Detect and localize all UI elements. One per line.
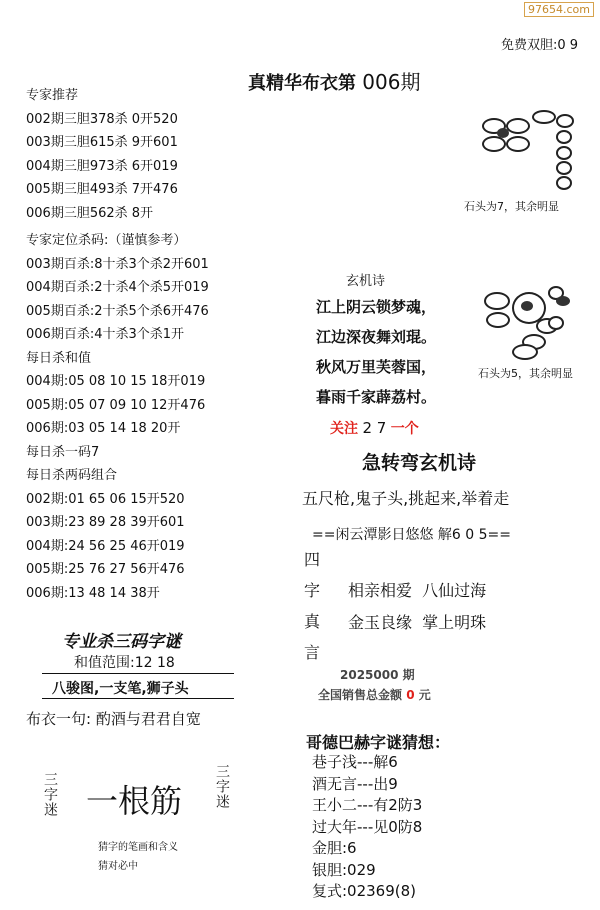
turn-hint: ==闲云潭影日悠悠 解6 0 5==: [312, 527, 511, 543]
riddle-answer: 一根筋: [86, 782, 183, 820]
expert-rec-item: 006期三胆562杀 8开: [26, 205, 154, 221]
sales-total: [318, 686, 431, 703]
daily-two-item: 002期:01 65 06 15开520: [26, 491, 185, 507]
poem-heading: 玄机诗: [346, 274, 386, 289]
sales-unit: 元: [418, 688, 431, 702]
daily-two-heading: 每日杀两码组合: [26, 468, 118, 483]
goethe-item: 金胆:6: [312, 839, 357, 857]
daily-two-item: 005期:25 76 27 56开476: [26, 562, 185, 577]
expert-rec-item: 002期三胆378杀 0开520: [26, 111, 178, 127]
daily-one: 每日杀一码7: [26, 444, 100, 460]
poem-line: 暮雨千家薜荔村。: [316, 388, 437, 406]
follow-label: 关注: [330, 421, 358, 437]
divider: [42, 673, 234, 674]
riddle-label-right: 三字迷: [214, 764, 230, 809]
riddle-label-left: 三字迷: [42, 772, 58, 817]
expert-pos-heading: 专家定位杀码:（谨慎参考）: [26, 233, 187, 248]
goethe-item: 王小二---有2防3: [312, 796, 423, 814]
expert-pos-item: 006期百杀:4十杀3个杀1开: [26, 327, 185, 342]
expert-pos-item: 003期百杀:8十杀3个杀2开601: [26, 256, 209, 272]
daily-two-item: 004期:24 56 25 46开019: [26, 538, 185, 554]
left-column: [26, 84, 209, 605]
site-watermark: 97654.com: [524, 2, 594, 17]
goethe-item: 银胆:029: [312, 860, 376, 879]
riddle-note: 猜字的笔画和含义: [98, 842, 178, 853]
divider: [42, 698, 234, 699]
stone-caption-2: 石头为5，其余明显: [478, 367, 573, 380]
four-words-char: 真: [304, 612, 321, 631]
four-words-char: 言: [304, 643, 321, 662]
daily-two-item: 006期:13 48 14 38开: [26, 585, 160, 601]
poem-line: 江上阴云锁梦魂，: [316, 298, 437, 316]
goethe-item: 过大年---见0防8: [312, 817, 423, 836]
poem-line: 秋风万里芙蓉国，: [316, 358, 437, 376]
follow-line: [330, 418, 419, 438]
follow-suffix: 一个: [390, 421, 419, 437]
pro-riddle-range: 和值范围:12 18: [74, 655, 175, 671]
daily-two-item: 003期:23 89 28 39开601: [26, 515, 185, 530]
turn-title: 急转弯玄机诗: [362, 452, 477, 474]
expert-pos-item: 004期百杀:2十杀4个杀5开019: [26, 280, 209, 295]
daily-sum-item: 005期:05 07 09 10 12开476: [26, 397, 206, 413]
goethe-title: 哥德巴赫字谜猜想：: [306, 733, 451, 752]
goethe-list: [312, 752, 422, 903]
free-pair: 免费双胆:0 9: [500, 38, 578, 53]
riddle-note: 猜对必中: [98, 861, 138, 872]
four-words-column: [304, 544, 320, 668]
daily-sum-item: 006期:03 05 14 18 20开: [26, 421, 181, 436]
pro-riddle-title: 专业杀三码字谜: [62, 632, 181, 652]
expert-rec-heading: 专家推荐: [26, 88, 79, 103]
goethe-item: 巷子浅---解6: [312, 753, 398, 771]
poem-line: 江边深夜舞刘琨。: [316, 328, 437, 346]
expert-pos-item: 005期百杀:2十杀5个杀6开476: [26, 303, 209, 319]
title-main: 真精华布衣第: [248, 73, 356, 94]
expert-rec-item: 005期三胆493杀 7开476: [26, 182, 178, 197]
title-issue: 006期: [362, 70, 421, 94]
four-words-row-2: 金玉良缘 掌上明珠: [348, 613, 487, 632]
expert-rec-item: 004期三胆973杀 6开019: [26, 158, 178, 174]
sales-label: 全国销售总金额: [318, 688, 403, 702]
turn-line: 五尺枪,鬼子头,挑起来,举着走: [302, 489, 510, 508]
sales-issue: 2025000 期: [340, 668, 415, 682]
goethe-item: 复式:02369(8): [312, 882, 417, 900]
follow-number: 2 7: [362, 419, 387, 437]
buyi-sentence: 布衣一句: 酌酒与君君自宽: [26, 710, 201, 728]
four-words-row-1: 相亲相爱 八仙过海: [348, 581, 487, 600]
daily-sum-item: 004期:05 08 10 15 18开019: [26, 374, 206, 389]
goethe-item: 酒无言---出9: [312, 774, 398, 793]
poem: [316, 292, 436, 412]
four-words-char: 字: [304, 581, 321, 600]
stone-caption-1: 石头为7，其余明显: [464, 200, 559, 213]
expert-rec-item: 003期三胆615杀 9开601: [26, 135, 178, 150]
four-words-char: 四: [304, 550, 321, 569]
pro-riddle-hint: 八骏图,一支笔,狮子头: [52, 681, 189, 697]
sales-value: 0: [406, 688, 415, 702]
page-title: [248, 66, 420, 95]
daily-sum-heading: 每日杀和值: [26, 350, 92, 366]
